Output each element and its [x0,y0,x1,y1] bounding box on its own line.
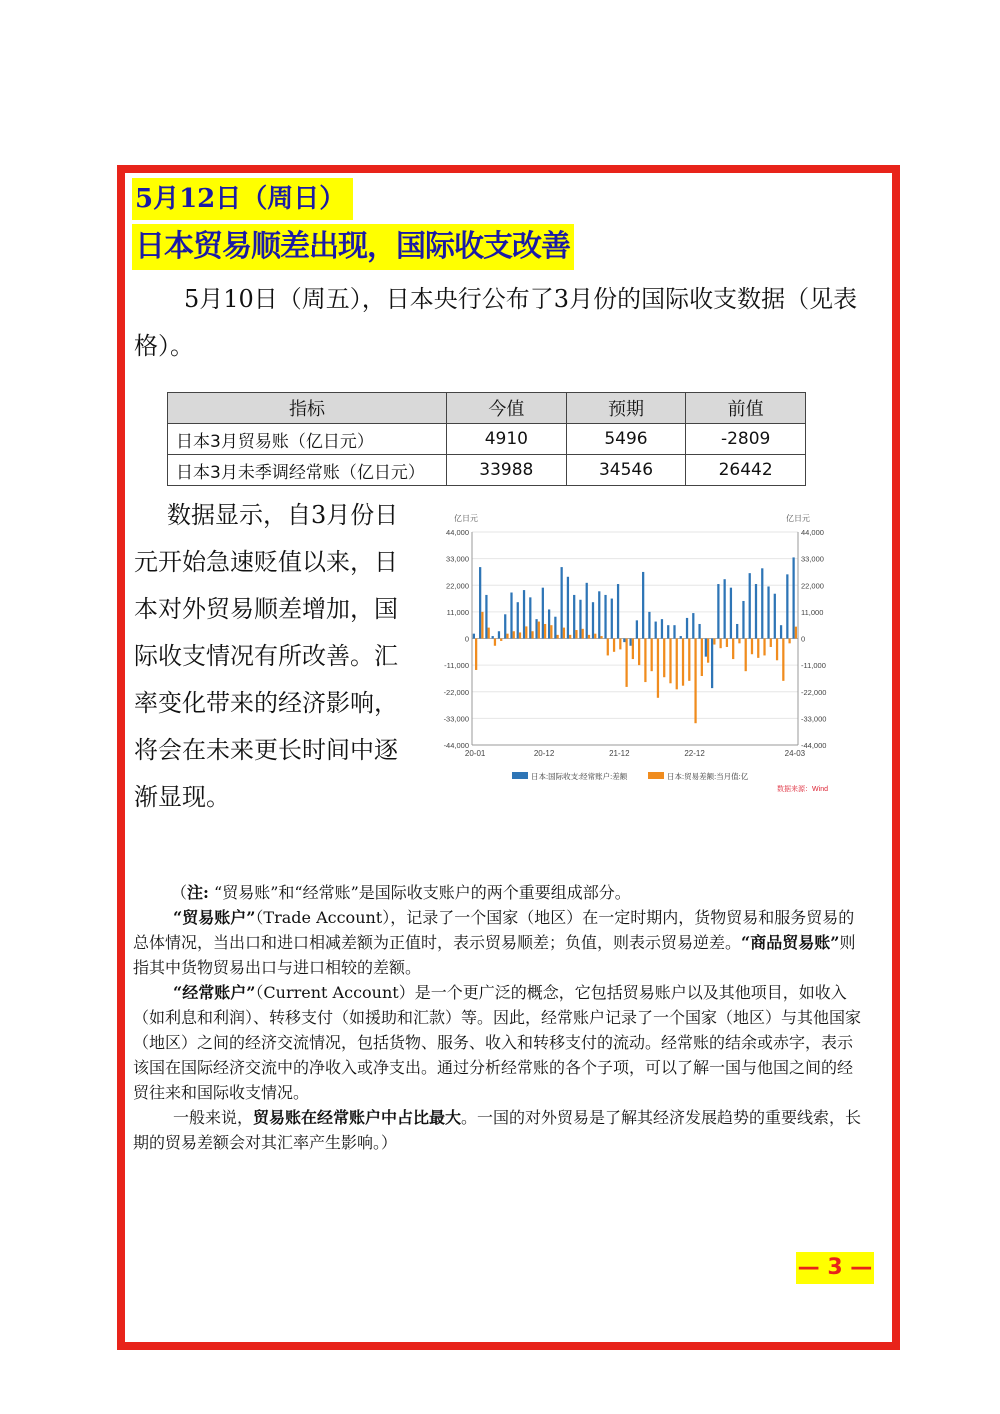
trade-balance-bar [694,639,696,724]
x-tick-label: 24-03 [784,749,806,758]
trade-balance-bar [625,639,627,687]
notes-section [133,880,868,1155]
article-title: 日本贸易顺差出现，国际收支改善 [132,224,574,270]
current-account-bar [755,584,757,638]
trade-balance-bar [575,630,577,638]
current-account-bar [724,579,726,638]
y-tick-label-left: -44,000 [443,741,469,750]
table-header-cell: 指标 [168,393,447,424]
y-tick-label-right: 33,000 [801,554,824,564]
trade-balance-bar [788,639,790,644]
legend-label-current-account: 日本:国际收支:经常账户:差额 [531,772,628,781]
current-account-bar [567,577,569,639]
trade-balance-bar [513,631,515,638]
current-account-bar [611,599,613,639]
y-tick-label-right: -11,000 [801,661,826,671]
analysis-line: 际收支情况有所改善。汇 [134,642,398,670]
note-text: 。一国的对外贸易是了解其经济发展趋势的重要线索，长期的贸易差额会对其汇率产生影响。） [133,1108,862,1152]
current-account-bar [692,613,694,638]
y-tick-label-right: 22,000 [801,581,824,591]
trade-balance-bar [701,639,703,677]
trade-current-account-chart [430,508,840,798]
y-tick-label-right: 0 [801,634,806,644]
legend-label-trade-balance: 日本:贸易差额:当月值:亿 [667,772,749,781]
table-cell: 4910 [447,424,567,455]
trade-balance-bar [732,639,734,660]
x-tick-label: 22-12 [684,749,705,758]
current-account-bar [648,612,650,639]
table-cell: 5496 [566,424,686,455]
trade-balance-bar [494,639,496,646]
trade-balance-bar [745,639,747,672]
trade-balance-bar [531,631,533,638]
table-row [168,424,806,455]
note-emphasis: 贸易账在经常账户中占比最大 [253,1108,462,1127]
current-account-bar [542,588,544,639]
trade-balance-bar [757,639,759,658]
trade-balance-bar [682,639,684,686]
trade-balance-bar [488,628,490,639]
current-account-bar [749,573,751,638]
analysis-line: 元开始急速贬值以来，日 [134,548,398,576]
current-account-bar [485,595,487,639]
trade-balance-bar [550,625,552,638]
current-account-bar [698,624,700,639]
table-row [168,455,806,486]
y-axis-unit-left: 亿日元 [454,514,478,523]
y-tick-label-right: 11,000 [801,607,824,617]
current-account-bar [598,591,600,638]
current-account-bar [686,618,688,639]
current-account-bar [586,583,588,639]
current-account-bar [717,584,719,638]
current-account-bar [535,619,537,638]
chart-source: 数据来源：Wind [777,786,828,793]
date-heading: 5月12日（周日） [132,178,353,220]
table-cell: 33988 [447,455,567,486]
current-account-bar [629,639,631,646]
trade-balance-bar [557,635,559,639]
note-label: 注: [187,883,209,902]
trade-balance-bar [738,639,740,644]
y-tick-label-left: -33,000 [443,714,469,724]
note-term: “商品贸易账” [741,933,840,952]
trade-balance-bar [713,639,715,645]
current-account-bar [780,625,782,638]
trade-balance-bar [475,639,477,670]
current-account-bar [617,584,619,638]
y-tick-label-left: 0 [464,634,469,644]
current-account-bar [592,602,594,638]
note-text: 一般来说， [173,1108,254,1127]
y-tick-label-right: -33,000 [801,714,827,724]
trade-balance-bar [657,639,659,698]
current-account-bar [473,634,475,639]
y-tick-label-right: -22,000 [801,687,827,697]
trade-balance-bar [600,636,602,638]
y-axis-unit-right: 亿日元 [786,514,810,523]
y-tick-label-right: 44,000 [801,528,824,537]
trade-balance-bar [669,639,671,684]
current-account-bar [736,624,738,639]
trade-balance-bar [751,639,753,655]
analysis-line: 数据显示，自3月份日 [167,501,399,529]
legend-swatch-current-account [512,772,528,779]
table-cell: 日本3月贸易账（亿日元） [168,424,447,455]
trade-balance-bar [763,639,765,656]
y-tick-label-left: 22,000 [446,581,469,591]
trade-balance-bar [663,639,665,678]
trade-balance-bar [582,629,584,639]
current-account-bar [705,639,707,657]
current-account-bar [479,567,481,638]
note-paragraph [133,1105,868,1155]
current-account-bar [579,600,581,639]
current-account-bar [786,574,788,638]
trade-balance-bar [688,639,690,681]
note-term: “经常账户” [173,983,256,1002]
table-cell: -2809 [686,424,806,455]
current-account-bar [655,622,657,639]
trade-balance-bar [619,639,621,650]
current-account-bar [548,609,550,638]
current-account-bar [529,597,531,638]
analysis-paragraph [134,492,419,821]
legend-swatch-trade-balance [648,772,664,779]
y-tick-label-left: 11,000 [446,607,469,617]
note-text: （Trade Account），记录了一个国家（地区）在一定时期内，货物贸易和服务贸易的总体情况，当出口和进口相减差额为正值时，表示贸易顺差；负值，则表示贸易逆差。 [133,908,855,952]
note-text: （Current Account）是一个更广泛的概念，它包括贸易账户以及其他项目，如收入（如利息和利润）、转移支付（如援助和汇款）等。因此，经常账户记录了一个国家（地区）与其他国家（地区）之间的经济交流情况，包括货物、服务、收入和转移支付的流动。经常账的结余或赤字，表示该国在国际经济交流中的净收入或净支出。通过分析经常账的各个子项，可以了解一国与他国之间的经贸往来和国际收支情况。 [133,983,862,1102]
trade-balance-bar [613,639,615,652]
balance-of-payments-table [167,392,806,486]
current-account-bar [761,568,763,638]
current-account-bar [767,586,769,638]
trade-balance-bar [607,639,609,656]
table-header-cell: 今值 [447,393,567,424]
y-tick-label-left: 44,000 [446,528,469,537]
current-account-bar [680,636,682,638]
y-tick-label-left: 33,000 [446,554,469,564]
current-account-bar [792,557,794,638]
current-account-bar [504,614,506,638]
current-account-bar [573,595,575,639]
current-account-bar [730,588,732,639]
current-account-bar [661,619,663,638]
current-account-bar [492,636,494,638]
current-account-bar [517,602,519,638]
y-tick-label-right: -44,000 [801,741,827,750]
y-tick-label-left: -22,000 [443,687,469,697]
trade-balance-bar [563,628,565,639]
trade-balance-bar [500,639,502,641]
table-header-row [168,393,806,424]
current-account-bar [623,639,625,643]
current-account-bar [711,639,713,689]
trade-balance-bar [776,639,778,661]
chart-svg [430,508,840,798]
table-cell: 34546 [566,455,686,486]
trade-balance-bar [644,639,646,683]
current-account-bar [523,590,525,638]
current-account-bar [673,625,675,638]
trade-balance-bar [676,639,678,690]
trade-balance-bar [632,639,634,660]
trade-balance-bar [720,639,722,649]
current-account-bar [561,567,563,638]
table-cell: 26442 [686,455,806,486]
y-tick-label-left: -11,000 [444,661,469,671]
x-tick-label: 21-12 [609,749,630,758]
intro-paragraph: 5月10日（周五），日本央行公布了3月份的国际收支数据（见表格）。 [134,285,858,360]
x-tick-label: 20-12 [533,749,555,758]
note-paragraph [133,980,868,1105]
analysis-line: 渐显现。 [134,783,230,811]
trade-balance-bar [651,639,653,672]
note-paragraph [133,905,868,980]
trade-balance-bar [519,632,521,638]
trade-balance-bar [795,627,797,639]
note-text: 则指其中货物贸易出口与进口相较的差额。 [133,933,856,977]
trade-balance-bar [544,624,546,639]
current-account-bar [667,625,669,638]
trade-balance-bar [538,622,540,639]
trade-balance-bar [770,639,772,647]
trade-balance-bar [588,635,590,639]
note-paragraph: （注: “贸易账”和“经常账”是国际收支账户的两个重要组成部分。 [171,883,631,902]
current-account-bar [642,572,644,639]
analysis-line: 率变化带来的经济影响， [134,689,398,717]
trade-balance-bar [594,634,596,639]
current-account-bar [636,620,638,638]
current-account-bar [774,594,776,639]
current-account-bar [742,601,744,639]
trade-balance-bar [707,639,709,663]
analysis-line: 本对外贸易顺差增加，国 [134,595,398,623]
table-cell: 日本3月未季调经常账（亿日元） [168,455,447,486]
trade-balance-bar [506,634,508,639]
trade-balance-bar [638,639,640,666]
table-header-cell: 前值 [686,393,806,424]
trade-balance-bar [525,626,527,638]
trade-balance-bar [481,612,483,639]
current-account-bar [498,631,500,638]
trade-balance-bar [726,639,728,647]
x-tick-label: 20-01 [464,749,486,758]
note-text: “贸易账”和“经常账”是国际收支账户的两个重要组成部分。 [214,883,631,902]
current-account-bar [604,595,606,639]
page-number: — 3 — [796,1252,874,1284]
trade-balance-bar [569,635,571,639]
note-term: “贸易账户” [173,908,256,927]
current-account-bar [554,617,556,639]
analysis-line: 将会在未来更长时间中逐 [134,736,398,764]
current-account-bar [510,593,512,639]
table-header-cell: 预期 [566,393,686,424]
trade-balance-bar [782,639,784,681]
